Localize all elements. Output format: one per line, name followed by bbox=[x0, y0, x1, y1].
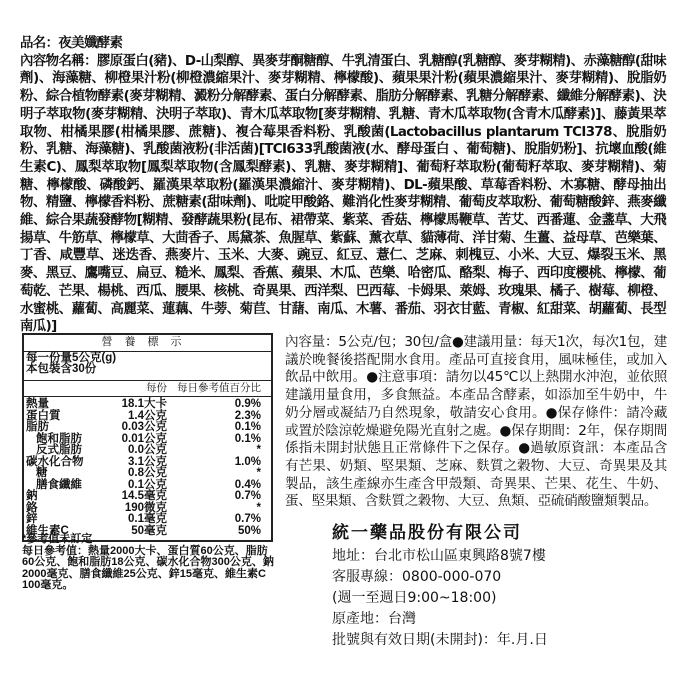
nutrient-amount: 190微克 bbox=[124, 501, 167, 514]
nutrition-table bbox=[22, 333, 273, 542]
product-text bbox=[20, 35, 666, 336]
nutrition-row bbox=[24, 422, 271, 434]
col-per-serving: 每份 bbox=[146, 381, 167, 394]
product-name: 品名：夜美孅酵素 bbox=[20, 36, 123, 51]
nutrient-dv: * bbox=[256, 501, 261, 514]
nutrient-dv: 2.3% bbox=[234, 409, 261, 422]
servings-per-pack: 本包裝含30份 bbox=[26, 363, 97, 375]
ingredients: 內容物名稱：膠原蛋白(豬)、D-山梨醇、異麥芽酮糖醇、牛乳清蛋白、乳糖醇(乳糖醇、麥芽糊精)、赤藻糖醇(甜味劑)、海藻糖、柳橙果汁粉(柳橙濃縮果汁、麥芽糊精、檸檬酸)、蘋果果汁粉(蘋果濃縮果汁、麥芽糊精)、脫脂奶粉、綜合植物酵素(麥芽糊精、澱粉分解酵素、蛋白分解酵素、脂肪分解酵素、乳糖分解酵素、纖維分解酵素)、決明子萃取物(麥芽糊精、決明子萃取)、青木瓜萃取物[麥芽糊精、乳糖、青木瓜萃取物(含青木瓜酵素)]、藤黃果萃取物、柑橘果膠(柑橘果膠、蔗糖)、複合莓果香料粉、乳酸菌(Lactobacillus plantarum TCI378、脫脂奶粉、乳糖、海藻糖)、乳酸菌液粉(非活菌)[TCI633乳酸菌液(水、酵母蛋白 、葡萄糖)、脫脂奶粉]、抗壞血酸(維生素C)、鳳梨萃取物[鳳梨萃取物(含鳳梨酵素)、乳糖、麥芽糊精]、葡萄籽萃取粉(葡萄籽萃取、麥芽糊精)、菊糖、檸檬酸、磷酸鈣、羅漢果萃取粉(羅漢果濃縮汁、麥芽糊精)、DL-蘋果酸、草莓香料粉、木寡糖、酵母抽出物、精鹽、檸檬香料粉、蔗糖素(甜味劑)、吡啶甲酸鉻、難消化性麥芽糊精、葡萄皮萃取粉、葡萄糖酸鋅、燕麥纖維、綜合果蔬發酵物[糊精、發酵蔬果粉(昆布、裙帶菜、紫菜、香菇、檸檬馬鞭草、苦艾、西番蓮、金盞草、大飛揚草、牛筋草、檸檬草、大茴香子、馬黛茶、魚腥草、紫蘇、薰衣草、貓薄荷、洋甘菊、生薑、益母草、芭樂葉、丁香、咸豐草、迷迭香、燕麥片、玉米、大麥、豌豆、紅豆、薏仁、芝麻、刺槐豆、小米、大豆、爆裂玉米、黑麥、黑豆、鷹嘴豆、扁豆、糙米、鳳梨、香蕉、蘋果、木瓜、芭樂、哈密瓜、酪梨、梅子、西印度櫻桃、檸檬、葡萄乾、芒果、楊桃、西瓜、腰果、核桃、奇異果、西洋梨、巴西莓、卡姆果、萊姆、玫瑰果、橘子、樹莓、柳橙、水蜜桃、蘿蔔、高麗菜、蓮藕、牛蒡、菊苣、甘藷、南瓜、木薯、番茄、羽衣甘藍、青椒、紅甜菜、胡蘿蔔、長型南瓜)] bbox=[20, 53, 666, 335]
service-hours: (週一至週日9:00~18:00) bbox=[332, 590, 497, 606]
nutrient-label: 蛋白質 bbox=[26, 409, 61, 422]
nutrient-label: 飽和脂肪 bbox=[36, 432, 82, 445]
nutrient-dv: 50% bbox=[237, 524, 261, 537]
nutrient-amount: 14.5毫克 bbox=[121, 490, 167, 502]
nutrition-notes bbox=[22, 534, 278, 592]
company-name: 統一藥品股份有限公司 bbox=[332, 523, 522, 543]
nutrient-dv: 0.7% bbox=[234, 490, 261, 502]
footnote: *參考值未訂定 bbox=[22, 533, 93, 545]
nutrient-label: 脂肪 bbox=[26, 421, 49, 433]
nutrient-dv: 0.7% bbox=[234, 513, 261, 525]
col-daily-value: 每日參考值百分比 bbox=[177, 381, 261, 394]
nutrient-dv: 1.0% bbox=[234, 455, 261, 468]
nutrient-dv: * bbox=[256, 467, 261, 479]
daily-reference: 每日參考值：熱量2000大卡、蛋白質60公克、脂肪60公克、飽和脂肪18公克、碳水化合物300公克、鈉 2000毫克、膳食纖維25公克、鋅15毫克、維生素C 100毫克。 bbox=[22, 544, 274, 591]
usage-info: 內容量：5公克/包；30包/盒●建議用量：每天1次，每次1包，建議於晚餐後搭配開水食用。產品可直接食用，風味極佳，或加入飲品中飲用。●注意事項：請勿以45℃以上熱開水沖泡，並依照建議用量食用，多食無益。本產品含酵素，如添加至牛奶中，牛奶分層或凝結乃自然現象，敬請安心食用。●保存條件：請冷藏或置於陰涼乾燥避免陽光直射之處。●保存期間：2年，保存期間係指未開封狀態且正常條件下之保存。●過敏原資訊：本產品含有芒果、奶類、堅果類、芝麻、麩質之穀物、大豆、奇異果及其製品，該生產線亦生產含甲殼類、奇異果、芒果、花生、牛奶、蛋、堅果類、含麩質之穀物、大豆、魚類、亞硫硝酸鹽類製品。 bbox=[285, 334, 667, 510]
nutrient-label: 反式脂肪 bbox=[36, 444, 82, 456]
nutrient-label: 維生素C bbox=[26, 524, 69, 537]
nutrient-label: 熱量 bbox=[26, 398, 49, 410]
nutrition-row bbox=[24, 514, 271, 526]
nutrient-dv: 0.4% bbox=[234, 478, 261, 491]
nutrient-amount: 0.03公克 bbox=[121, 421, 167, 433]
batch-expiry: 批號與有效日期(未開封)：年.月.日 bbox=[332, 632, 548, 648]
nutrient-amount: 0.1公克 bbox=[128, 478, 167, 491]
nutrient-label: 鉻 bbox=[26, 501, 38, 514]
nutrient-amount: 3.1公克 bbox=[128, 455, 167, 468]
address: 地址：台北市松山區東興路8號7樓 bbox=[332, 548, 546, 564]
nutrient-dv: * bbox=[256, 444, 261, 456]
nutrient-dv: 0.1% bbox=[234, 432, 261, 445]
origin: 原產地：台灣 bbox=[332, 611, 416, 627]
nutrient-amount: 50毫克 bbox=[131, 524, 167, 537]
nutrient-label: 糖 bbox=[36, 467, 48, 479]
nutrient-amount: 0.1毫克 bbox=[128, 513, 167, 525]
nutrition-row bbox=[24, 468, 271, 480]
nutrient-amount: 1.4公克 bbox=[128, 409, 167, 422]
nutrient-amount: 0.0公克 bbox=[128, 444, 167, 456]
nutrient-amount: 0.01公克 bbox=[121, 432, 167, 445]
hotline: 客服專線：0800-000-070 bbox=[332, 569, 502, 585]
nutrient-dv: 0.1% bbox=[234, 421, 261, 433]
nutrition-row bbox=[24, 445, 271, 457]
serving-size: 每一份量5公克(g) bbox=[26, 351, 117, 364]
nutrient-label: 鋅 bbox=[26, 513, 38, 525]
nutrient-amount: 0.8公克 bbox=[128, 467, 167, 479]
company-info bbox=[332, 523, 548, 651]
nutrient-dv: 0.9% bbox=[234, 398, 261, 410]
nutrient-label: 膳食纖維 bbox=[36, 478, 82, 491]
nutrition-title: 營養標示 bbox=[24, 335, 271, 352]
nutrient-label: 鈉 bbox=[26, 490, 38, 502]
nutrient-amount: 18.1大卡 bbox=[121, 398, 167, 410]
nutrition-row bbox=[24, 399, 271, 411]
nutrient-label: 碳水化合物 bbox=[26, 455, 84, 468]
nutrition-row bbox=[24, 491, 271, 503]
